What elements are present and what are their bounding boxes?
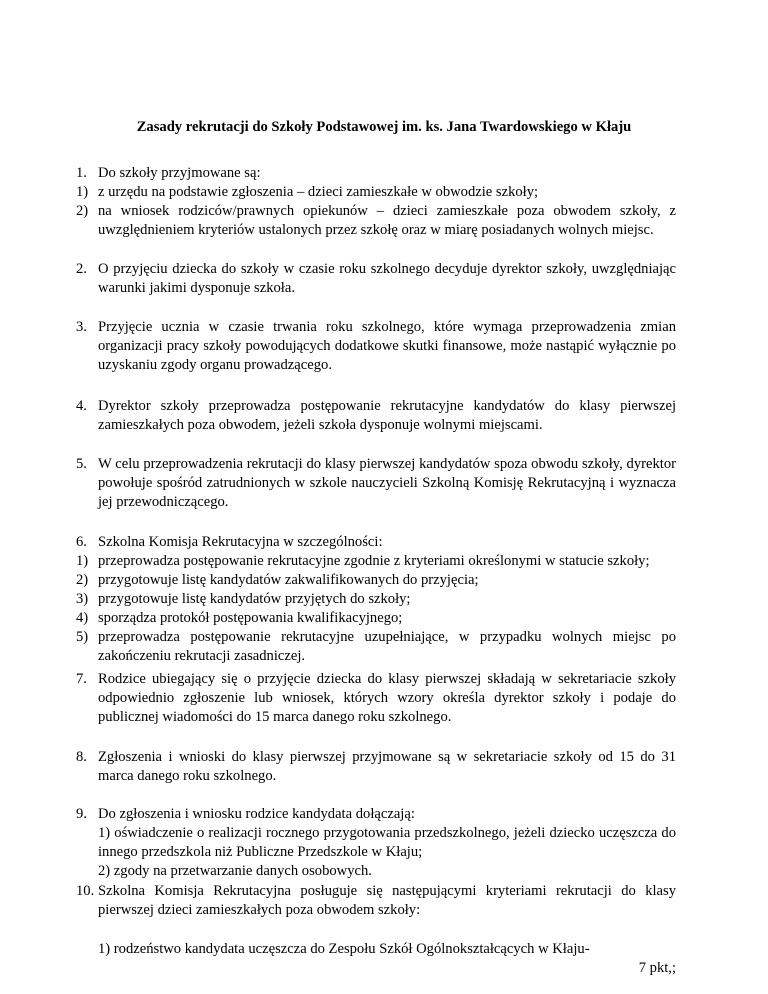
item-number: 1) [76,553,89,569]
item-number: 5) [76,629,89,645]
section-10 [76,882,676,920]
section-number: 6. [76,534,87,550]
section-number: 4. [76,398,87,414]
section-number: 7. [76,671,87,687]
section-6 [76,533,676,666]
section-number: 8. [76,749,87,765]
page-title: Zasady rekrutacji do Szkoły Podstawowej im. ks. Jana Twardowskiego w Kłaju [136,119,632,135]
item-text: przygotowuje listę kandydatów przyjętych do szkoły; [98,591,411,607]
section-text: Zgłoszenia i wnioski do klasy pierwszej przyjmowane są w sekretariacie szkoły od 15 do 31 marca danego roku szkolnego. [98,749,676,784]
attachment-1: 1) oświadczenie o realizacji rocznego przygotowania przedszkolnego, jeżeli dziecko uczęszcza do innego przedszkola niż Publiczne Przedszkole w Kłaju; [98,825,676,860]
item-number: 1) [76,184,89,200]
item-number: 2) [76,572,89,588]
section-text: O przyjęciu dziecka do szkoły w czasie roku szkolnego decyduje dyrektor szkoły, uwzględniając warunki jakimi dysponuje szkoła. [98,261,676,296]
section-5 [76,455,676,512]
criterion-1 [76,940,676,978]
section-2 [76,260,676,298]
section-number: 10. [76,883,95,899]
item-text: sporządza protokół postępowania kwalifikacyjnego; [98,610,403,626]
section-1 [76,164,676,240]
criterion-text: 1) rodzeństwo kandydata uczęszcza do Zespołu Szkół Ogólnokształcących w Kłaju- [98,941,590,957]
section-text: Dyrektor szkoły przeprowadza postępowanie rekrutacyjne kandydatów do klasy pierwszej zamieszkałych poza obwodem, jeżeli szkoła dysponuje wolnymi miejscami. [98,398,676,433]
section-number: 3. [76,319,87,335]
section-9 [76,805,676,881]
item-number: 2) [76,203,89,219]
section-4 [76,397,676,435]
section-7 [76,670,676,727]
attachment-2: 2) zgody na przetwarzanie danych osobowych. [98,863,372,879]
item-number: 3) [76,591,89,607]
item-text: z urzędu na podstawie zgłoszenia – dzieci zamieszkałe w obwodzie szkoły; [98,184,539,200]
section-text: Szkolna Komisja Rekrutacyjna posługuje się następującymi kryteriami rekrutacji do klasy pierwszej dzieci zamieszkałych poza obwodem szkoły: [98,883,676,918]
section-text: W celu przeprowadzenia rekrutacji do klasy pierwszej kandydatów spoza obwodu szkoły, dyrektor powołuje spośród zatrudnionych w szkole nauczycieli Szkolną Komisję Rekrutacyjną i wyznacza jej przewodniczącego. [98,456,676,510]
section-text: Szkolna Komisja Rekrutacyjna w szczególności: [98,534,383,550]
section-number: 2. [76,261,87,277]
section-8 [76,748,676,786]
item-text: przygotowuje listę kandydatów zakwalifikowanych do przyjęcia; [98,572,479,588]
section-text: Przyjęcie ucznia w czasie trwania roku szkolnego, które wymaga przeprowadzenia zmian organizacji pracy szkoły powodujących dodatkowe skutki finansowe, może nastąpić wyłącznie po uzyskaniu zgody organu prowadzącego. [98,319,676,373]
section-text: Rodzice ubiegający się o przyjęcie dziecka do klasy pierwszej składają w sekretariacie szkoły odpowiednio zgłoszenie lub wniosek, których wzory określa dyrektor szkoły i podaje do publicznej wiadomości do 15 marca danego roku szkolnego. [98,671,676,725]
criterion-points: 7 pkt,; [638,960,676,976]
section-text: Do zgłoszenia i wniosku rodzice kandydata dołączają: [98,806,415,822]
section-3 [76,318,676,375]
item-text: przeprowadza postępowanie rekrutacyjne zgodnie z kryteriami określonymi w statucie szkoły; [98,553,650,569]
section-text: Do szkoły przyjmowane są: [98,165,261,181]
section-number: 9. [76,806,87,822]
item-text: przeprowadza postępowanie rekrutacyjne uzupełniające, w przypadku wolnych miejsc po zakończeniu rekrutacji zasadniczej. [98,629,676,664]
section-number: 5. [76,456,87,472]
item-number: 4) [76,610,89,626]
section-number: 1. [76,165,87,181]
item-text: na wniosek rodziców/prawnych opiekunów – dzieci zamieszkałe poza obwodem szkoły, z uwzględnieniem kryteriów ustalonych przez szkołę oraz w miarę posiadanych wolnych miejsc. [98,203,676,238]
